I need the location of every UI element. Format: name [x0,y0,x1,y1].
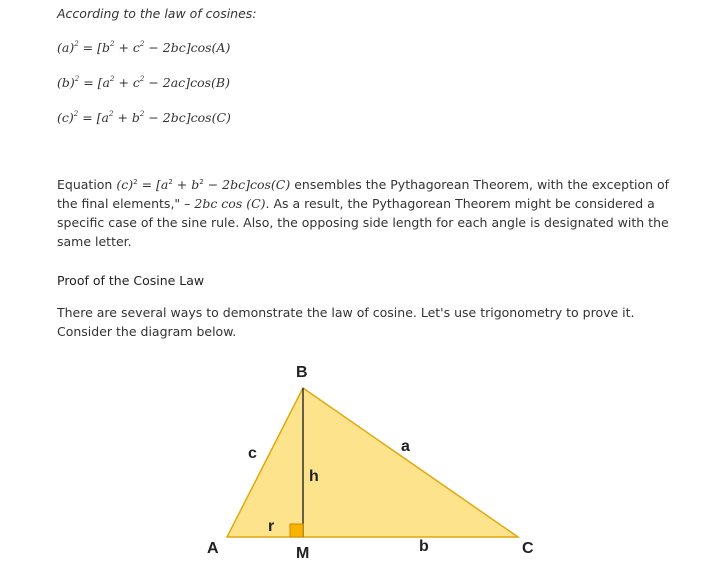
equation-a [57,40,230,55]
equation-lhs: (b) [57,75,75,90]
exponent: 2 [168,177,173,186]
label-r: r [268,518,275,535]
equation-body: = [b [82,40,110,55]
section-heading: Proof of the Cosine Law [57,273,205,288]
equation-rhs: − 2bc]cos(C) [144,110,231,125]
inline-eq-lhs: (c) [116,177,134,192]
exponent: 2 [139,39,145,48]
label-b: b [419,538,429,555]
exponent: 2 [109,109,114,118]
equation-lhs: (a) [57,40,75,55]
equation-body: = [a [83,75,110,90]
inline-eq-mid: + b [172,177,200,192]
intro-text: According to the law of cosines: [57,6,257,21]
exponent: 2 [110,39,115,48]
para-end: . As a result, the Pythagorean Theorem might be considered a specific case of the sine rule. Also, the opposing side length for each angle is designated with the same letter. [57,196,669,249]
label-a: a [401,438,410,455]
equation-mid: + c [114,75,140,90]
label-h: h [309,468,319,485]
equation-mid: + c [114,40,140,55]
exponent: 2 [139,74,145,83]
paragraph-proof: There are several ways to demonstrate the law of cosine. Let's use trigonometry to prove it. Consider the diagram below. [57,305,635,339]
equation-b [57,75,230,90]
equation-rhs: − 2bc]cos(A) [144,40,231,55]
label-B: B [296,364,308,381]
inline-eq-body: = [a [141,177,169,192]
equation-mid: + b [113,110,140,125]
inline-eq-rhs: − 2bc]cos(C) [203,177,291,192]
exponent: 2 [73,109,79,118]
right-angle-marker [290,524,303,537]
equation-body: = [a [82,110,109,125]
paragraph-pythagorean [57,175,685,251]
exponent: 2 [139,109,145,118]
label-c: c [248,445,257,462]
exponent: 2 [133,177,138,186]
label-C: C [522,540,534,557]
para-after-eq: ensembles the Pythagorean Theorem, with the exception of the final elements," – [57,177,670,211]
exponent: 2 [74,74,80,83]
para-start: Equation [57,177,117,192]
label-A: A [207,540,219,557]
equation-rhs: − 2ac]cos(B) [144,75,230,90]
equation-c [57,110,231,125]
triangle-shape [227,388,518,537]
equation-lhs: (c) [57,110,74,125]
exponent: 2 [110,74,115,83]
label-M: M [296,545,310,562]
exponent: 2 [199,177,204,186]
triangle-diagram [207,355,562,562]
exponent: 2 [74,39,79,48]
inline-term: 2bc cos (C) [194,196,266,211]
